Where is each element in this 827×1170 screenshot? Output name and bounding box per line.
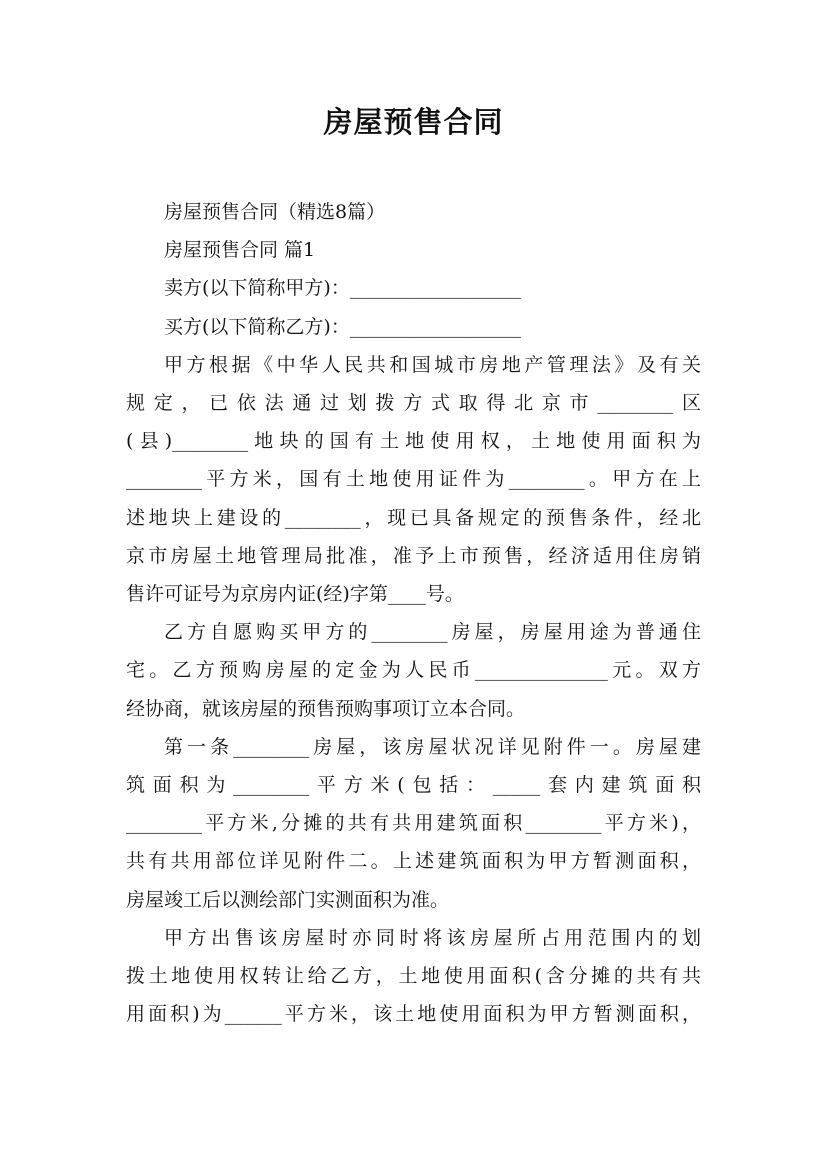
buyer-line: 买方(以下简称乙方)：__________________ xyxy=(164,315,521,338)
subtitle-text: 房屋预售合同（精选8篇） xyxy=(164,201,386,223)
paragraph-line: 筑面积为________平方米(包括：_____套内建筑面积 xyxy=(126,774,701,797)
paragraph-4 xyxy=(126,919,701,1034)
paragraph-line: 共有共用部位详见附件二。上述建筑面积为甲方暂测面积， xyxy=(126,850,701,873)
paragraph-2 xyxy=(126,613,701,728)
section-heading-text: 房屋预售合同 篇1 xyxy=(164,239,316,262)
paragraph-line: 第一条________房屋，该房屋状况详见附件一。房屋建 xyxy=(164,735,701,758)
paragraph-line: 乙方自愿购买甲方的________房屋，房屋用途为普通住 xyxy=(164,621,701,644)
paragraph-line: 售许可证号为京房内证(经)字第____号。 xyxy=(126,583,464,606)
document-body xyxy=(126,193,701,1033)
paragraph-line: 房屋竣工后以测绘部门实测面积为准。 xyxy=(126,888,450,911)
buyer-field xyxy=(126,308,701,346)
paragraph-line: 宅。乙方预购房屋的定金为人民币______________元。双方 xyxy=(126,659,701,682)
paragraph-line: 甲方出售该房屋时亦同时将该房屋所占用范围内的划 xyxy=(164,926,701,949)
paragraph-line: (县)________地块的国有土地使用权，土地使用面积为 xyxy=(126,430,701,453)
seller-line: 卖方(以下简称甲方)：__________________ xyxy=(164,277,521,300)
paragraph-line: 述地块上建设的________，现已具备规定的预售条件，经北 xyxy=(126,506,701,529)
subtitle xyxy=(126,193,701,231)
section-heading xyxy=(126,231,701,269)
paragraph-line: 京市房屋土地管理局批准，准予上市预售，经济适用住房销 xyxy=(126,544,701,567)
paragraph-line: ________平方米，国有土地使用证件为________。甲方在上 xyxy=(126,468,701,491)
paragraph-line: 经协商，就该房屋的预售预购事项订立本合同。 xyxy=(126,697,526,720)
document-title: 房屋预售合同 xyxy=(323,105,504,139)
paragraph-line: ________平方米,分摊的共有共用建筑面积________平方米)， xyxy=(126,812,701,835)
paragraph-line: 规定，已依法通过划拨方式取得北京市________区 xyxy=(126,392,701,415)
paragraph-3 xyxy=(126,728,701,919)
paragraph-1 xyxy=(126,346,701,613)
seller-field xyxy=(126,269,701,307)
paragraph-line: 用面积)为______平方米，该土地使用面积为甲方暂测面积， xyxy=(126,1003,701,1026)
paragraph-line: 甲方根据《中华人民共和国城市房地产管理法》及有关 xyxy=(164,353,701,376)
paragraph-line: 拨土地使用权转让给乙方，土地使用面积(含分摊的共有共 xyxy=(126,965,701,988)
